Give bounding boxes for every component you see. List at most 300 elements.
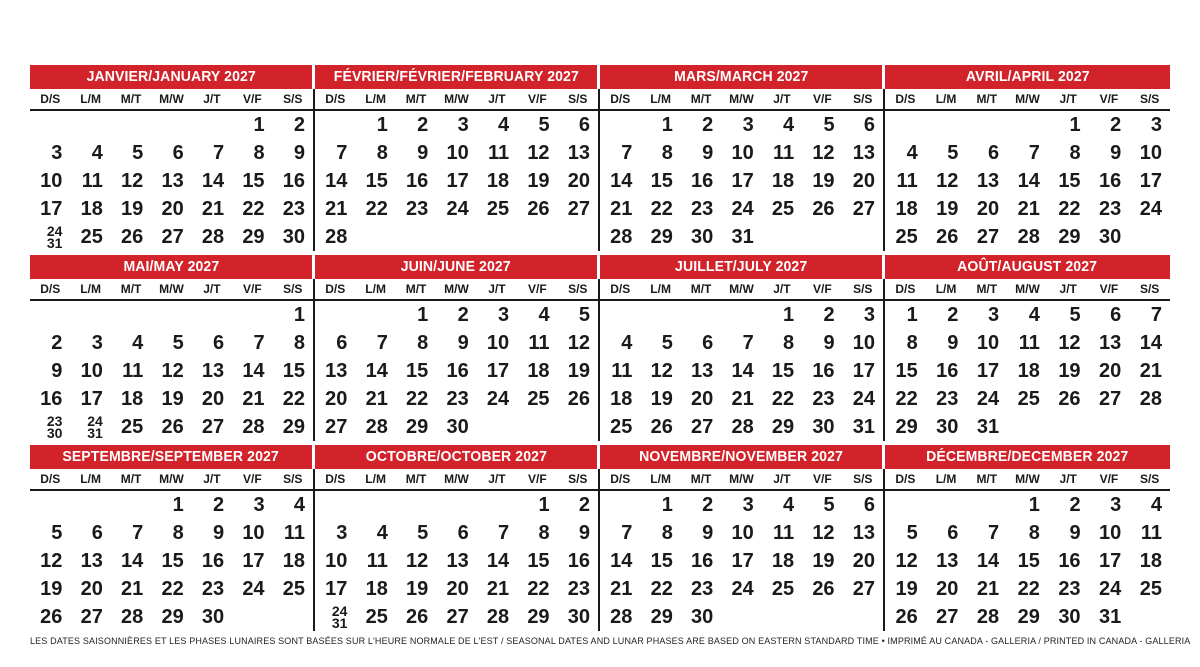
weekday-label: M/W: [159, 282, 184, 296]
date-cell: 1: [906, 304, 918, 326]
empty-cell: [315, 301, 355, 329]
date-cell: 25: [771, 578, 795, 600]
empty-cell: [30, 301, 70, 329]
date-cell: 12: [895, 550, 918, 572]
date-cell: 14: [486, 550, 510, 572]
date-cell: 2: [457, 304, 469, 326]
weekday-label: M/W: [1015, 472, 1040, 486]
date-cell: 31: [976, 416, 1000, 438]
empty-cell: [926, 491, 967, 519]
date-cell: 13: [567, 142, 590, 164]
date-cell: 2: [293, 114, 305, 136]
date-cell: 15: [650, 170, 673, 192]
weekday-label: L/M: [935, 472, 957, 486]
date-cell: 10: [242, 522, 265, 544]
date-cell: 5: [172, 332, 184, 354]
weekday-label: M/W: [444, 92, 469, 106]
date-cell: 19: [40, 578, 63, 600]
weekday-label: S/S: [568, 472, 588, 486]
date-cell: 10: [976, 332, 1000, 354]
date-cell: 4: [621, 332, 633, 354]
date-cell: 22: [895, 388, 918, 410]
date-cell: 8: [417, 332, 429, 354]
date-cell: 3: [988, 304, 1000, 326]
empty-cell: [517, 413, 557, 441]
date-cell: 22: [406, 388, 429, 410]
date-cell: 25: [527, 388, 550, 410]
date-cell: 23: [446, 388, 469, 410]
date-cell: 10: [446, 142, 469, 164]
date-cell: 3: [498, 304, 510, 326]
empty-cell: [151, 111, 191, 139]
month-january: [30, 65, 315, 251]
date-cell: 3: [253, 494, 265, 516]
weekday-label: L/M: [365, 92, 386, 106]
month-title-february: [315, 65, 597, 89]
date-cell: 24: [242, 578, 265, 600]
date-cell: 17: [325, 578, 348, 600]
date-cell: 24: [731, 578, 754, 600]
month-february: [315, 65, 600, 251]
weekday-label: M/T: [120, 92, 142, 106]
date-cell: 14: [976, 550, 1000, 572]
date-cell: 21: [486, 578, 510, 600]
date-cell: 14: [1139, 332, 1162, 354]
date-cell: 17: [1099, 550, 1122, 572]
date-cell: 10: [731, 142, 754, 164]
date-cell: 19: [406, 578, 429, 600]
date-cell: 25: [610, 416, 633, 438]
date-cell: 11: [772, 522, 795, 544]
month-title-june: [315, 255, 597, 279]
date-cell: 19: [527, 170, 550, 192]
date-cell: 15: [1058, 170, 1081, 192]
month-title-august: [885, 255, 1170, 279]
date-cell: 9: [213, 522, 225, 544]
date-cell: 11: [283, 522, 305, 544]
date-cell: 26: [567, 388, 590, 410]
date-cell: 20: [446, 578, 469, 600]
date-cell: 16: [1058, 550, 1081, 572]
date-cell: 27: [567, 198, 590, 220]
date-cell: 14: [242, 360, 265, 382]
empty-cell: [885, 111, 926, 139]
date-cell: 26: [121, 226, 144, 248]
date-cell: 23: [691, 578, 714, 600]
date-cell: 5: [132, 142, 144, 164]
month-title-label: OCTOBRE/OCTOBER 2027: [365, 449, 547, 465]
weekday-label: M/T: [405, 472, 427, 486]
date-cell: 21: [610, 198, 633, 220]
date-cell: 6: [91, 522, 103, 544]
weekday-label: M/T: [405, 282, 427, 296]
month-title-october: [315, 445, 597, 469]
weekday-header-row: [315, 89, 598, 111]
date-cell: 14: [731, 360, 754, 382]
date-cell: 21: [242, 388, 265, 410]
weekday-label: J/T: [488, 472, 506, 486]
weekday-label: L/M: [650, 472, 671, 486]
date-cell: 12: [812, 142, 835, 164]
weekday-label: V/F: [813, 282, 832, 296]
weekday-header-row: [885, 89, 1170, 111]
date-cell: 9: [293, 142, 305, 164]
empty-cell: [30, 111, 70, 139]
month-title-label: JUIN/JUNE 2027: [400, 259, 512, 275]
date-cell: 29: [771, 416, 795, 438]
date-cell: 10: [1139, 142, 1162, 164]
weekday-label: J/T: [488, 92, 506, 106]
month-may: [30, 255, 315, 441]
month-april: [885, 65, 1170, 251]
date-cell: 6: [578, 114, 590, 136]
empty-cell: [355, 301, 395, 329]
month-body-july: [600, 279, 885, 441]
date-cell: 16: [282, 170, 305, 192]
date-cell: 21: [1139, 360, 1162, 382]
date-cell: 7: [621, 142, 633, 164]
date-cell: 29: [242, 226, 265, 248]
date-cell: 9: [51, 360, 63, 382]
date-cell: 11: [122, 360, 144, 382]
date-cell: 1: [253, 114, 265, 136]
date-cell: 22: [282, 388, 305, 410]
date-cell: 6: [336, 332, 348, 354]
month-title-july: [600, 255, 882, 279]
weekday-label: M/T: [405, 92, 427, 106]
date-cell: 8: [906, 332, 918, 354]
date-cell: 22: [161, 578, 184, 600]
date-cell: 8: [1028, 522, 1040, 544]
date-cell: 28: [242, 416, 265, 438]
month-title-label: MARS/MARCH 2027: [673, 69, 809, 85]
weekday-header-row: [600, 89, 883, 111]
date-cell: 2: [578, 494, 590, 516]
date-cell: 9: [702, 522, 714, 544]
month-body-august: [885, 279, 1170, 441]
date-cell: 28: [365, 416, 388, 438]
empty-cell: [843, 223, 883, 251]
empty-cell: [558, 413, 598, 441]
date-cell: 16: [446, 360, 469, 382]
date-cell: 17: [40, 198, 63, 220]
date-cell: 18: [610, 388, 633, 410]
month-december: [885, 445, 1170, 631]
date-cell: 23: [1058, 578, 1081, 600]
date-cell: 8: [253, 142, 265, 164]
empty-cell: [1089, 413, 1130, 441]
date-cell: 22: [650, 578, 673, 600]
weekday-label: M/W: [444, 282, 469, 296]
weekday-label: M/T: [690, 472, 712, 486]
weekday-label: J/T: [1059, 92, 1077, 106]
date-cell: 17: [852, 360, 875, 382]
date-cell: 3: [91, 332, 103, 354]
month-september: [30, 445, 315, 631]
date-cell: 28: [976, 606, 1000, 628]
month-title-november: [600, 445, 882, 469]
date-cell: 19: [812, 550, 835, 572]
weekday-label: M/T: [690, 92, 712, 106]
date-cell: 4: [293, 494, 305, 516]
date-cell: 10: [325, 550, 348, 572]
weekday-label: S/S: [1139, 92, 1160, 106]
empty-cell: [802, 603, 842, 631]
weekday-label: V/F: [528, 282, 547, 296]
date-cell: 24: [976, 388, 1000, 410]
weekday-label: M/W: [159, 472, 184, 486]
date-cell: 16: [812, 360, 835, 382]
weekday-label: M/T: [976, 92, 998, 106]
empty-cell: [517, 223, 557, 251]
month-july: [600, 255, 885, 441]
date-cell: 8: [661, 522, 673, 544]
date-cell: 8: [1069, 142, 1081, 164]
empty-cell: [802, 223, 842, 251]
date-cell: 11: [528, 332, 550, 354]
empty-cell: [232, 301, 272, 329]
date-cell: 9: [457, 332, 469, 354]
date-grid-april: [885, 111, 1170, 251]
month-body-january: [30, 89, 315, 251]
date-cell: 1: [1028, 494, 1040, 516]
date-cell: 23: [812, 388, 835, 410]
date-cell: 26: [936, 226, 959, 248]
date-grid-january: [30, 111, 313, 251]
date-cell: 30: [1099, 226, 1122, 248]
date-cell: 18: [771, 550, 795, 572]
date-cell: 16: [40, 388, 63, 410]
date-cell: 30: [936, 416, 959, 438]
date-cell: 9: [947, 332, 959, 354]
date-cell: 7: [336, 142, 348, 164]
date-cell: 10: [80, 360, 103, 382]
date-cell: 20: [325, 388, 348, 410]
date-cell: 6: [172, 142, 184, 164]
date-cell: 17: [1139, 170, 1162, 192]
date-cell: 17: [976, 360, 1000, 382]
date-cell: 17: [731, 550, 754, 572]
date-cell: 11: [896, 170, 918, 192]
date-cell: 17: [731, 170, 754, 192]
date-cell: 14: [365, 360, 388, 382]
date-cell: 25: [282, 578, 305, 600]
date-cell: 30: [282, 226, 305, 248]
date-cell: 18: [80, 198, 103, 220]
date-cell: 1: [661, 114, 673, 136]
weekday-label: J/T: [1059, 472, 1077, 486]
empty-cell: [926, 111, 967, 139]
date-cell: 19: [161, 388, 184, 410]
date-cell: 26: [40, 606, 63, 628]
date-cell: 27: [1099, 388, 1122, 410]
weekday-label: M/W: [159, 92, 184, 106]
date-cell: 14: [201, 170, 225, 192]
date-cell: 27: [80, 606, 103, 628]
empty-cell: [192, 111, 232, 139]
date-cell: 28: [201, 226, 225, 248]
date-cell: 14: [325, 170, 348, 192]
weekday-label: M/T: [120, 282, 142, 296]
date-cell: 18: [121, 388, 144, 410]
date-cell: 29: [650, 226, 673, 248]
empty-cell: [966, 111, 1007, 139]
empty-cell: [232, 603, 272, 631]
date-cell: 19: [936, 198, 959, 220]
month-body-december: [885, 469, 1170, 631]
date-cell: 21: [121, 578, 144, 600]
date-cell: 2: [702, 114, 714, 136]
empty-cell: [477, 491, 517, 519]
month-body-february: [315, 89, 600, 251]
date-cell: 6: [213, 332, 225, 354]
date-cell: 13: [201, 360, 225, 382]
date-cell: 21: [1017, 198, 1040, 220]
date-cell: 15: [1017, 550, 1040, 572]
weekday-label: L/M: [650, 282, 671, 296]
weekday-label: L/M: [935, 282, 957, 296]
month-october: [315, 445, 600, 631]
weekday-label: D/S: [895, 92, 916, 106]
month-title-label: MAI/MAY 2027: [123, 259, 219, 275]
empty-cell: [315, 111, 355, 139]
date-cell: 20: [201, 388, 225, 410]
date-grid-august: [885, 301, 1170, 441]
weekday-label: M/T: [976, 472, 998, 486]
weekday-label: V/F: [528, 92, 547, 106]
empty-cell: [600, 301, 640, 329]
date-cell: 30: [446, 416, 469, 438]
weekday-label: J/T: [203, 92, 221, 106]
date-cell: 2: [417, 114, 429, 136]
date-cell: 11: [366, 550, 388, 572]
date-cell: 19: [650, 388, 673, 410]
date-cell: 24: [731, 198, 754, 220]
empty-cell: [315, 491, 355, 519]
date-cell: 10: [1099, 522, 1122, 544]
date-cell: 25: [121, 416, 144, 438]
date-cell: 28: [610, 226, 633, 248]
weekday-header-row: [30, 469, 313, 491]
date-cell: 5: [578, 304, 590, 326]
date-cell: 3: [1150, 114, 1162, 136]
date-cell: 16: [691, 170, 714, 192]
date-cell: 16: [691, 550, 714, 572]
empty-cell: [151, 301, 191, 329]
date-cell: 18: [1017, 360, 1040, 382]
date-cell: 18: [771, 170, 795, 192]
month-title-september: [30, 445, 312, 469]
date-cell: 19: [812, 170, 835, 192]
date-cell: 13: [976, 170, 1000, 192]
date-cell: 29: [161, 606, 184, 628]
date-cell: 13: [1099, 332, 1122, 354]
date-cell: 7: [213, 142, 225, 164]
date-cell: 4: [906, 142, 918, 164]
date-cell: 28: [121, 606, 144, 628]
date-cell: 4: [376, 522, 388, 544]
weekday-label: S/S: [1139, 472, 1160, 486]
empty-cell: [885, 491, 926, 519]
date-cell: 15: [161, 550, 184, 572]
date-cell: 17: [486, 360, 510, 382]
date-cell: 3: [51, 142, 63, 164]
date-cell: 6: [702, 332, 714, 354]
date-cell: 2: [51, 332, 63, 354]
date-cell: 22: [527, 578, 550, 600]
month-body-march: [600, 89, 885, 251]
date-cell: 4: [91, 142, 103, 164]
date-cell: 4: [1028, 304, 1040, 326]
date-cell: 7: [1028, 142, 1040, 164]
empty-cell: [111, 301, 151, 329]
weekday-label: D/S: [895, 472, 916, 486]
date-grid-february: [315, 111, 598, 251]
date-cell: 25: [486, 198, 510, 220]
date-cell: 20: [1099, 360, 1122, 382]
empty-cell: [1129, 603, 1170, 631]
empty-cell: [355, 223, 395, 251]
date-cell: 19: [567, 360, 590, 382]
weekday-label: D/S: [325, 92, 346, 106]
date-cell: 28: [486, 606, 510, 628]
weekday-label: D/S: [325, 282, 346, 296]
date-cell: 29: [406, 416, 429, 438]
weekday-label: V/F: [243, 92, 262, 106]
date-cell: 28: [1017, 226, 1040, 248]
date-cell: 19: [1058, 360, 1081, 382]
date-cell: 22: [771, 388, 795, 410]
date-cell: 26: [161, 416, 184, 438]
weekday-label: V/F: [813, 92, 832, 106]
weekday-label: S/S: [1139, 282, 1160, 296]
date-cell: 27: [852, 198, 875, 220]
weekday-label: L/M: [650, 92, 671, 106]
weekday-label: S/S: [853, 92, 873, 106]
date-cell: 25: [771, 198, 795, 220]
date-cell: 16: [406, 170, 429, 192]
date-cell: 4: [1150, 494, 1162, 516]
date-cell: 2: [213, 494, 225, 516]
weekday-label: J/T: [203, 282, 221, 296]
weekday-label: V/F: [243, 282, 262, 296]
weekday-label: S/S: [853, 282, 873, 296]
date-cell: 9: [823, 332, 835, 354]
weekday-label: D/S: [610, 92, 631, 106]
date-cell: 1: [172, 494, 184, 516]
empty-cell: [396, 223, 436, 251]
date-cell: 4: [498, 114, 510, 136]
date-cell: 10: [40, 170, 63, 192]
empty-cell: [477, 413, 517, 441]
date-cell: 4: [783, 494, 795, 516]
date-cell: 6: [863, 494, 875, 516]
date-cell: 3: [742, 494, 754, 516]
month-title-december: [885, 445, 1170, 469]
weekday-label: J/T: [488, 282, 506, 296]
date-cell: 30: [567, 606, 590, 628]
date-cell: 18: [486, 170, 510, 192]
weekday-label: J/T: [203, 472, 221, 486]
date-cell: 12: [567, 332, 590, 354]
date-cell: 3: [336, 522, 348, 544]
date-cell: 15: [282, 360, 305, 382]
date-cell: 1: [1069, 114, 1081, 136]
date-cell: 23: [1099, 198, 1122, 220]
date-cell: 10: [731, 522, 754, 544]
empty-cell: [70, 111, 110, 139]
weekday-label: L/M: [80, 92, 101, 106]
